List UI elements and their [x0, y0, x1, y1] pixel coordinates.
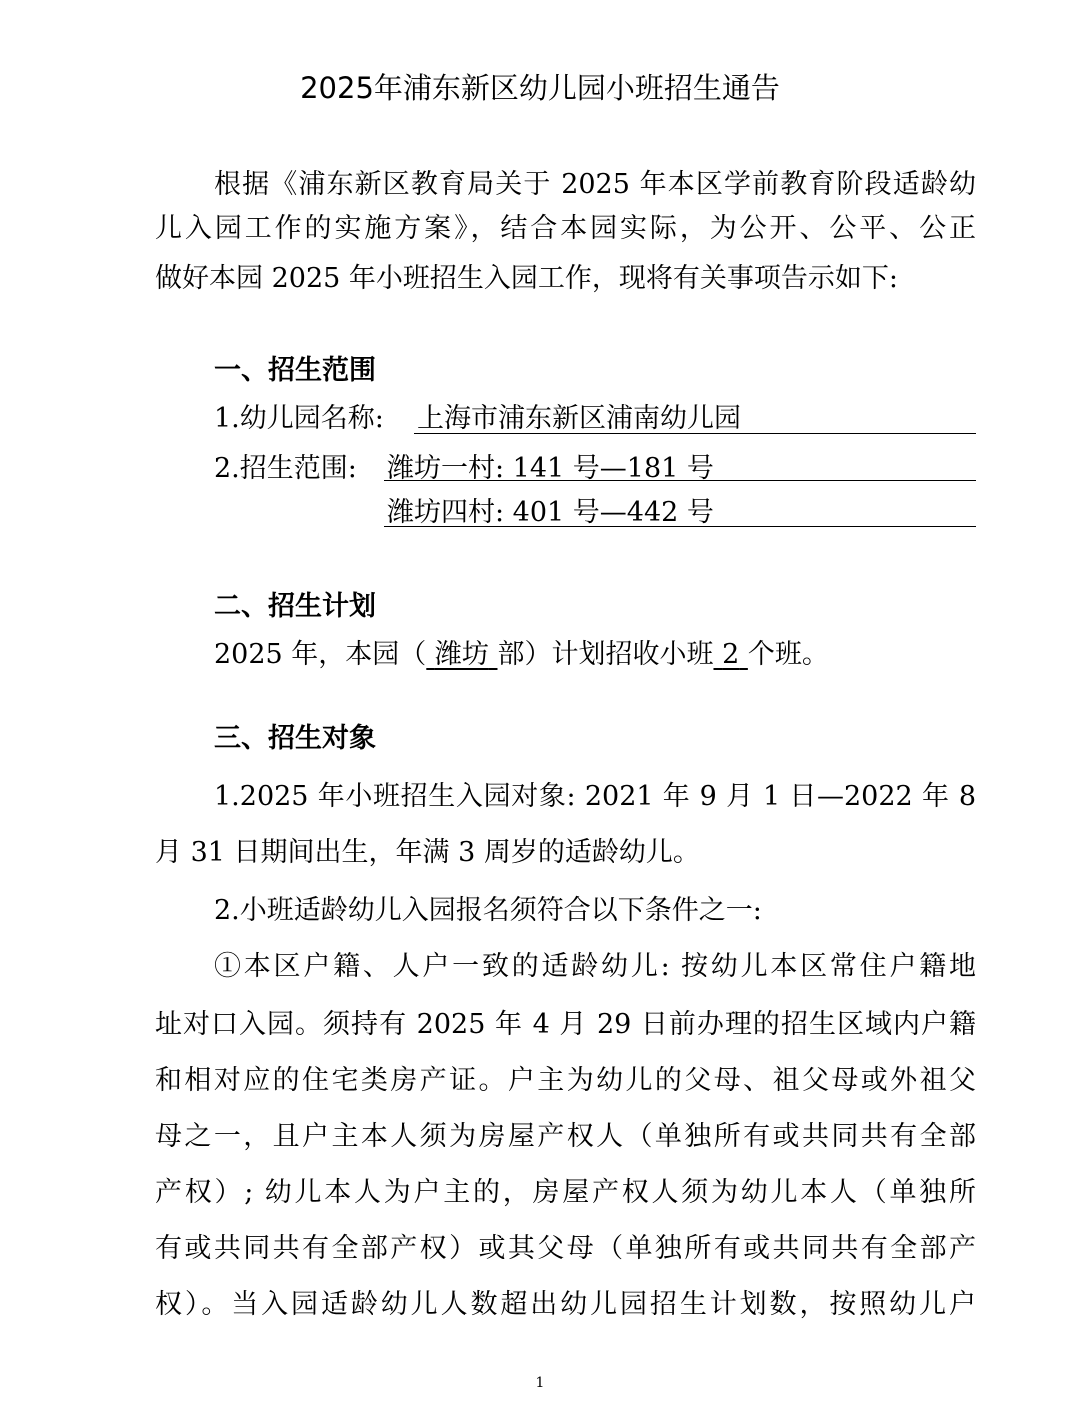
section-3-line-2: 月 31 日期间出生，年满 3 周岁的适龄幼儿。	[155, 837, 700, 868]
enrollment-range-2-underline	[384, 526, 976, 527]
section-3-line-8: 产权）; 幼儿本人为户主的，房屋产权人须为幼儿本人（单独所	[155, 1177, 976, 1208]
section-3-line-10: 权）。当入园适龄幼儿人数超出幼儿园招生计划数，按照幼儿户	[155, 1289, 976, 1320]
plan-prefix: 2025 年，本园（	[214, 639, 427, 670]
section-3-line-6: 和相对应的住宅类房产证。户主为幼儿的父母、祖父母或外祖父	[155, 1065, 976, 1096]
intro-line-1: 根据《浦东新区教育局关于 2025 年本区学前教育阶段适龄幼	[214, 169, 976, 200]
class-count: 2	[722, 639, 740, 670]
section-3-line-5: 址对口入园。须持有 2025 年 4 月 29 日前办理的招生区域内户籍	[155, 1009, 976, 1040]
enrollment-plan	[214, 638, 829, 672]
kindergarten-name-label: 1.幼儿园名称:	[214, 403, 384, 434]
plan-suffix: 个班。	[747, 639, 829, 670]
section-3-line-3: 2.小班适龄幼儿入园报名须符合以下条件之一:	[214, 895, 762, 926]
document-title: 2025年浦东新区幼儿园小班招生通告	[300, 71, 780, 105]
page-number: 1	[535, 1375, 545, 1391]
campus-name: 潍坊	[434, 639, 489, 670]
section-3-heading: 三、招生对象	[214, 723, 376, 754]
kindergarten-name-value: 上海市浦东新区浦南幼儿园	[417, 403, 741, 434]
enrollment-range-1-underline	[384, 480, 976, 481]
section-1-heading: 一、招生范围	[214, 355, 376, 386]
intro-line-3: 做好本园 2025 年小班招生入园工作，现将有关事项告示如下:	[155, 263, 898, 294]
kindergarten-name-underline	[414, 433, 976, 434]
section-3-line-1: 1.2025 年小班招生入园对象: 2021 年 9 月 1 日—2022 年 8	[214, 781, 976, 812]
section-3-line-9: 有或共同共有全部产权）或其父母（单独所有或共同共有全部产	[155, 1233, 976, 1264]
section-3-line-7: 母之一，且户主本人须为房屋产权人（单独所有或共同共有全部	[155, 1121, 976, 1152]
enrollment-range-2: 潍坊四村: 401 号—442 号	[387, 497, 714, 528]
section-2-heading: 二、招生计划	[214, 591, 376, 622]
enrollment-range-label: 2.招生范围:	[214, 453, 357, 484]
plan-middle: 部）计划招收小班	[497, 639, 714, 670]
section-3-line-4: ①本区户籍、人户一致的适龄幼儿: 按幼儿本区常住户籍地	[214, 951, 976, 982]
intro-line-2: 儿入园工作的实施方案》，结合本园实际，为公开、公平、公正	[155, 213, 976, 244]
enrollment-range-1: 潍坊一村: 141 号—181 号	[387, 453, 714, 484]
